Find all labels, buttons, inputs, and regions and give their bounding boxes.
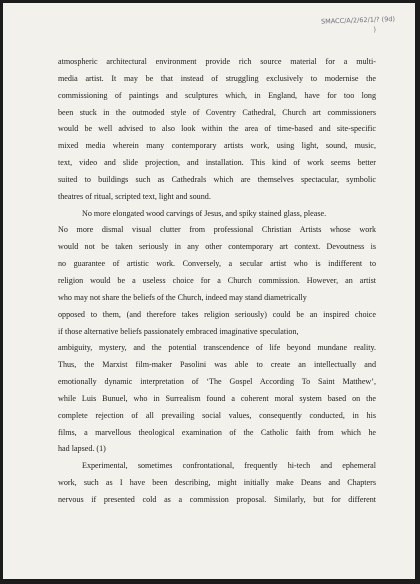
text-line: work, such as I have been describing, might initially make Deans and Chapters xyxy=(58,478,376,488)
text-line: religion would be a useless choice for a Church commission. However, an artist xyxy=(58,275,376,285)
text-line: no guarantee of artistic work. Conversely, a secular artist who is indifferent to xyxy=(58,259,376,269)
text-line: would be well advised to also look within the area of time-based and site-specific xyxy=(58,124,376,134)
text-line: Experimental, sometimes confrontational, frequently hi-tech and ephemeral xyxy=(82,461,376,471)
text-line: emotionally dynamic interpretation of ‘The Gospel According To Saint Matthew’, xyxy=(58,377,376,387)
text-line: suited to buildings such as Cathedrals which are themselves spectacular, symbolic xyxy=(58,174,376,184)
text-line: commissioning of paintings and sculptures which, in England, have for too long xyxy=(58,90,376,100)
archive-reference-text: SMACC/A/2/62/1/? (9d) xyxy=(320,15,396,26)
body-text xyxy=(58,54,376,509)
text-line: complete rejection of all prevailing social values, consequently conducted, in his xyxy=(58,410,376,420)
archive-reference-annotation xyxy=(320,14,413,34)
text-line: Thus, the Marxist film-maker Pasolini was able to create an intellectually and xyxy=(58,360,376,370)
document-page xyxy=(3,3,415,579)
text-line: opposed to them, (and therefore takes religion seriously) could be an inspired choice xyxy=(58,309,376,319)
text-line: had lapsed. (1) xyxy=(58,444,106,454)
text-line: who may not share the beliefs of the Church, indeed may stand diametrically xyxy=(58,292,307,302)
annotation-mark: ) xyxy=(373,25,377,34)
text-line: been stuck in the outmoded style of Coventry Cathedral, Church art commissioners xyxy=(58,107,376,117)
text-line: theatres of ritual, scripted text, light and sound. xyxy=(58,191,211,201)
text-line: media artist. It may be that instead of struggling exclusively to modernise the xyxy=(58,73,376,83)
text-line: films, a marvellous theological examination of the Catholic faith from which he xyxy=(58,427,376,437)
text-line: while Luis Bunuel, who in Surrealism found a coherent moral system based on the xyxy=(58,393,376,403)
text-line: mixed media wherein many contemporary artists work, using light, sound, music, xyxy=(58,141,376,151)
text-line: ambiguity, mystery, and the potential transcendence of life beyond mundane reality. xyxy=(58,343,376,353)
text-line: No more dismal visual clutter from professional Christian Artists whose work xyxy=(58,225,376,235)
text-line: would not be taken seriously in any other contemporary art context. Devoutness is xyxy=(58,242,376,252)
text-line: text, video and slide projection, and installation. This kind of work seems better xyxy=(58,158,376,168)
text-line: No more elongated wood carvings of Jesus, and spiky stained glass, please. xyxy=(82,208,327,218)
text-line: atmospheric architectural environment provide rich source material for a multi- xyxy=(58,57,376,66)
text-line: if those alternative beliefs passionately embraced imaginative speculation, xyxy=(58,326,299,336)
text-line: nervous if presented cold as a commission proposal. Similarly, but for different xyxy=(58,494,376,504)
